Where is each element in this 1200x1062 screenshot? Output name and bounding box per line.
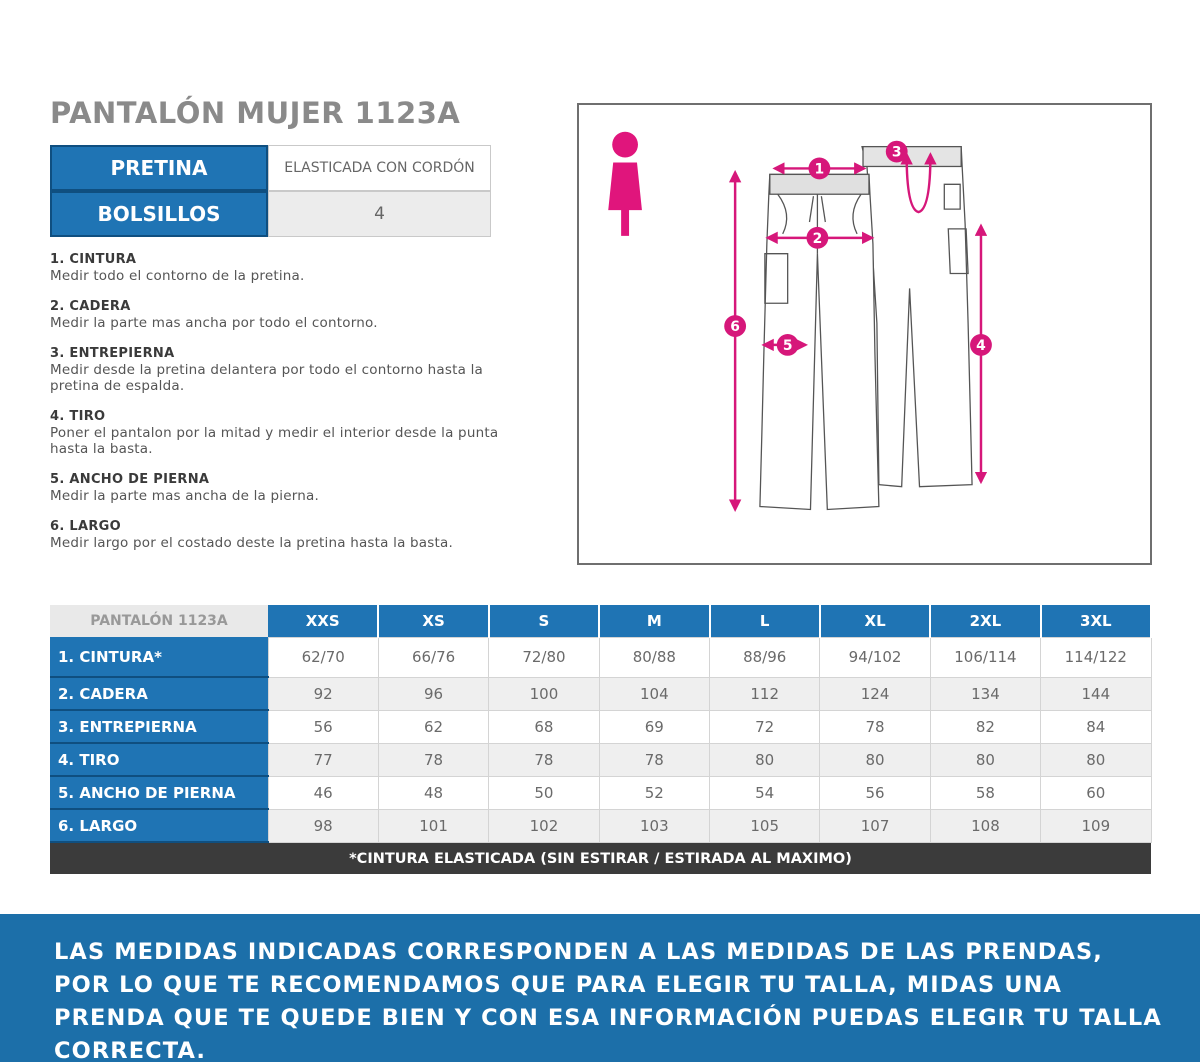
size-header: XXS [268, 605, 378, 637]
measure-item-cintura [50, 252, 520, 284]
table-cell: 80 [930, 743, 1040, 776]
measure-text: Medir todo el contorno de la pretina. [50, 268, 305, 284]
table-corner-label: PANTALÓN 1123A [50, 605, 268, 637]
table-cell: 84 [1041, 710, 1151, 743]
table-cell: 144 [1041, 677, 1151, 710]
spec-label: BOLSILLOS [50, 191, 268, 237]
marker-6 [724, 315, 746, 337]
table-cell: 82 [930, 710, 1040, 743]
table-cell: 56 [268, 710, 378, 743]
marker-3 [886, 141, 908, 163]
size-header: XS [378, 605, 488, 637]
measure-text: Medir largo por el costado deste la pretina hasta la basta. [50, 535, 453, 551]
table-cell: 100 [489, 677, 599, 710]
marker-2 [807, 227, 829, 249]
svg-text:4: 4 [976, 337, 986, 354]
table-cell: 92 [268, 677, 378, 710]
size-header: 3XL [1041, 605, 1151, 637]
svg-text:1: 1 [814, 161, 825, 178]
table-cell: 98 [268, 809, 378, 842]
table-cell: 54 [710, 776, 820, 809]
banner-text: LAS MEDIDAS INDICADAS CORRESPONDEN A LAS MEDIDAS DE LAS PRENDAS, POR LO QUE TE RECOMENDAMOS QUE PARA ELEGIR TU TALLA, MIDAS UNA PRENDA QUE TE QUEDE BIEN Y CON ESA INFORMACIÓN PUEDAS ELEGIR TU TALLA CORRECTA. [54, 939, 1162, 1062]
size-header: XL [820, 605, 930, 637]
measure-instructions [50, 252, 520, 566]
svg-text:2: 2 [812, 230, 823, 247]
table-cell: 106/114 [930, 637, 1040, 677]
table-cell: 68 [489, 710, 599, 743]
table-row [50, 776, 1151, 809]
marker-1 [808, 158, 830, 180]
table-cell: 62 [378, 710, 488, 743]
table-cell: 88/96 [710, 637, 820, 677]
table-footnote-row [50, 842, 1151, 874]
measure-text: Medir desde la pretina delantera por todo el contorno hasta la pretina de espalda. [50, 362, 484, 394]
table-cell: 52 [599, 776, 709, 809]
table-cell: 80 [820, 743, 930, 776]
table-cell: 66/76 [378, 637, 488, 677]
table-cell: 134 [930, 677, 1040, 710]
table-cell: 96 [378, 677, 488, 710]
page-title: PANTALÓN MUJER 1123A [50, 96, 461, 130]
measure-text: Poner el pantalon por la mitad y medir el interior desde la punta hasta la basta. [50, 425, 499, 457]
table-cell: 124 [820, 677, 930, 710]
table-cell: 105 [710, 809, 820, 842]
spec-row-pretina [50, 145, 491, 191]
table-footnote: *CINTURA ELASTICADA (SIN ESTIRAR / ESTIRADA AL MAXIMO) [50, 842, 1151, 874]
measure-item-tiro [50, 409, 520, 457]
measure-item-ancho-pierna [50, 472, 520, 504]
table-cell: 107 [820, 809, 930, 842]
table-cell: 101 [378, 809, 488, 842]
table-cell: 103 [599, 809, 709, 842]
table-cell: 114/122 [1041, 637, 1151, 677]
spec-label: PRETINA [50, 145, 268, 191]
size-header: M [599, 605, 709, 637]
measure-text: Medir la parte mas ancha por todo el contorno. [50, 315, 378, 331]
measure-heading: 4. TIRO [50, 409, 106, 424]
table-cell: 48 [378, 776, 488, 809]
woman-icon [608, 132, 642, 236]
measure-heading: 6. LARGO [50, 519, 121, 534]
table-cell: 78 [599, 743, 709, 776]
table-cell: 94/102 [820, 637, 930, 677]
table-cell: 60 [1041, 776, 1151, 809]
table-cell: 78 [489, 743, 599, 776]
table-cell: 80/88 [599, 637, 709, 677]
table-row [50, 677, 1151, 710]
table-cell: 72 [710, 710, 820, 743]
table-cell: 72/80 [489, 637, 599, 677]
table-cell: 112 [710, 677, 820, 710]
table-cell: 69 [599, 710, 709, 743]
spec-value: 4 [268, 191, 491, 237]
measure-heading: 3. ENTREPIERNA [50, 346, 175, 361]
size-table [50, 605, 1152, 874]
back-pants-outline [862, 144, 972, 487]
measure-heading: 1. CINTURA [50, 252, 137, 267]
table-cell: 78 [820, 710, 930, 743]
table-cell: 62/70 [268, 637, 378, 677]
table-cell: 80 [1041, 743, 1151, 776]
spec-row-bolsillos [50, 191, 491, 237]
table-cell: 56 [820, 776, 930, 809]
row-label: 4. TIRO [50, 743, 268, 776]
pants-diagram [577, 103, 1152, 565]
table-cell: 108 [930, 809, 1040, 842]
recommendation-banner [0, 914, 1200, 1062]
measure-item-largo [50, 519, 520, 551]
measure-heading: 5. ANCHO DE PIERNA [50, 472, 210, 487]
svg-text:6: 6 [730, 319, 740, 336]
row-label: 3. ENTREPIERNA [50, 710, 268, 743]
table-cell: 46 [268, 776, 378, 809]
table-cell: 77 [268, 743, 378, 776]
table-cell: 50 [489, 776, 599, 809]
svg-text:5: 5 [782, 337, 793, 354]
svg-text:3: 3 [891, 144, 902, 161]
table-cell: 109 [1041, 809, 1151, 842]
size-header: S [489, 605, 599, 637]
measure-item-cadera [50, 299, 520, 331]
table-cell: 58 [930, 776, 1040, 809]
measure-text: Medir la parte mas ancha de la pierna. [50, 488, 319, 504]
marker-4 [970, 334, 992, 356]
table-cell: 78 [378, 743, 488, 776]
table-row [50, 637, 1151, 677]
size-header: 2XL [930, 605, 1040, 637]
table-row [50, 710, 1151, 743]
row-label: 6. LARGO [50, 809, 268, 842]
row-label: 1. CINTURA* [50, 637, 268, 677]
size-header-row [50, 605, 1151, 637]
size-header: L [710, 605, 820, 637]
measure-item-entrepierna [50, 346, 520, 394]
table-cell: 102 [489, 809, 599, 842]
table-row [50, 743, 1151, 776]
measure-heading: 2. CADERA [50, 299, 131, 314]
row-label: 2. CADERA [50, 677, 268, 710]
table-cell: 80 [710, 743, 820, 776]
row-label: 5. ANCHO DE PIERNA [50, 776, 268, 809]
spec-value: ELASTICADA CON CORDÓN [268, 145, 491, 191]
table-row [50, 809, 1151, 842]
pants-diagram-svg [579, 105, 1150, 563]
table-cell: 104 [599, 677, 709, 710]
marker-5 [777, 334, 799, 356]
